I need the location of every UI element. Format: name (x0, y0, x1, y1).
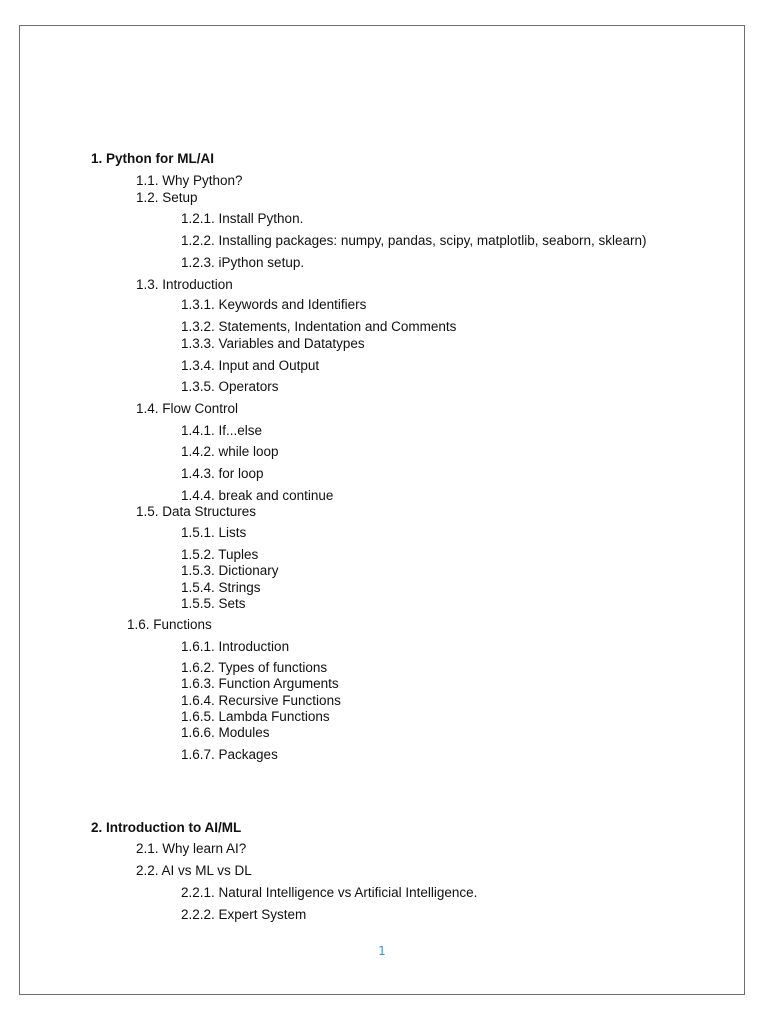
toc-item: 2.2.1. Natural Intelligence vs Artificial Intelligence. (181, 885, 478, 900)
toc-item: 1.4.4. break and continue (181, 488, 334, 503)
toc-item: 1.4.3. for loop (181, 466, 264, 481)
toc-item: 2.2.2. Expert System (181, 907, 307, 922)
toc-item: 1.3. Introduction (136, 277, 233, 292)
toc-item: 1.2.2. Installing packages: numpy, pandas, scipy, matplotlib, seaborn, sklearn) (181, 233, 647, 248)
toc-item: 1.4.2. while loop (181, 444, 279, 459)
toc-item: 1.6.6. Modules (181, 725, 270, 740)
toc-item: 1.5.4. Strings (181, 580, 261, 595)
toc-item: 1.3.2. Statements, Indentation and Comments (181, 319, 457, 334)
toc-item: 1.3.1. Keywords and Identifiers (181, 297, 367, 312)
toc-item: 1.3.3. Variables and Datatypes (181, 336, 365, 351)
toc-item: 2.1. Why learn AI? (136, 841, 247, 856)
toc-item: 1.6. Functions (127, 617, 212, 632)
page-number: 1 (378, 944, 386, 958)
toc-item: 1.2. Setup (136, 190, 198, 205)
section-heading: 2. Introduction to AI/ML (91, 820, 242, 835)
toc-item: 1.4. Flow Control (136, 401, 239, 416)
toc-item: 1.1. Why Python? (136, 173, 243, 188)
toc-item: 1.6.5. Lambda Functions (181, 709, 330, 724)
toc-item: 1.2.3. iPython setup. (181, 255, 305, 270)
toc-item: 1.6.7. Packages (181, 747, 278, 762)
section-heading: 1. Python for ML/AI (91, 151, 214, 166)
toc-item: 1.5.3. Dictionary (181, 563, 279, 578)
toc-item: 1.6.1. Introduction (181, 639, 290, 654)
toc-item: 1.5. Data Structures (136, 504, 257, 519)
toc-item: 1.5.2. Tuples (181, 547, 259, 562)
toc-item: 1.5.5. Sets (181, 596, 246, 611)
toc-item: 1.6.2. Types of functions (181, 660, 328, 675)
toc-item: 1.5.1. Lists (181, 525, 247, 540)
toc-item: 1.4.1. If...else (181, 423, 263, 438)
toc-item: 1.3.4. Input and Output (181, 358, 320, 373)
toc-item: 1.3.5. Operators (181, 379, 279, 394)
toc-item: 1.6.4. Recursive Functions (181, 693, 341, 708)
toc-item: 1.2.1. Install Python. (181, 211, 304, 226)
document-page (19, 25, 745, 995)
toc-item: 2.2. AI vs ML vs DL (136, 863, 252, 878)
toc-item: 1.6.3. Function Arguments (181, 676, 339, 691)
